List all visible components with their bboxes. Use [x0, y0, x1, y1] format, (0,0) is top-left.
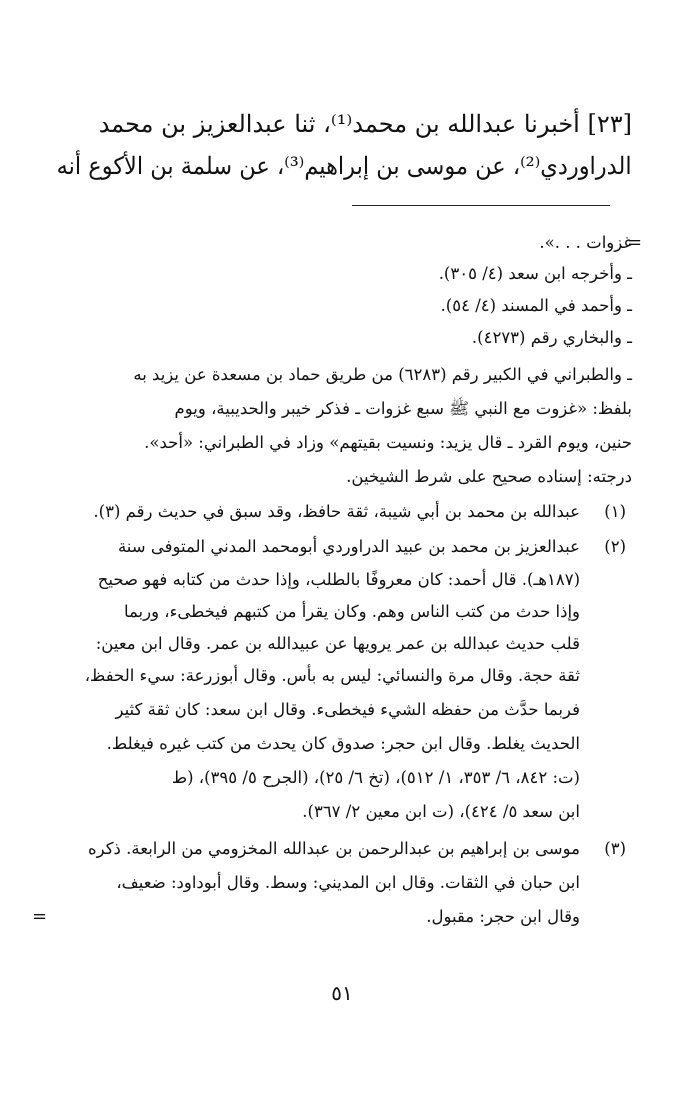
- continued-note-line: ـ والبخاري رقم (٤٢٧٣).: [471, 328, 632, 347]
- footnote-number: (٣): [604, 839, 626, 858]
- footnote-line: الحديث يغلط. وقال ابن حجر: صدوق كان يحدث من كتب غيره فيغلط.: [106, 734, 580, 753]
- hadith-heading-line-1: [٢٣] أخبرنا عبدالله بن محمد⁽¹⁾، ثنا عبدالعزيز بن محمد: [98, 110, 632, 138]
- footnote-line: وقال ابن حجر: مقبول.: [426, 907, 580, 926]
- continuation-mark-bottom: =: [32, 906, 48, 927]
- continued-note-line: ـ وأخرجه ابن سعد (٤/ ٣٠٥).: [438, 264, 632, 283]
- footnote-line: (١٨٧هـ). قال أحمد: كان معروفًا بالطلب، وإذا حدث من كتابه فهو صحيح: [97, 570, 580, 589]
- footnote-separator: [352, 205, 610, 206]
- footnote-line: عبدالله بن محمد بن أبي شيبة، ثقة حافظ، وقد سبق في حديث رقم (٣).: [93, 502, 580, 521]
- footnote-number: (١): [604, 502, 626, 521]
- footnote-number: (٢): [604, 537, 626, 556]
- footnote-line: قلب حديث عبدالله بن عمر يرويها عن عبيدالله بن عمر. وقال ابن معين:: [95, 634, 580, 653]
- continued-note-line: ـ وأحمد في المسند (٤/ ٥٤).: [440, 296, 632, 315]
- footnote-line: فربما حدَّث من حفظه الشيء فيخطىء. وقال ابن سعد: كان ثقة كثير: [115, 700, 580, 719]
- footnote-line: ابن سعد ٥/ ٤٢٤)، (ت ابن معين ٢/ ٣٦٧).: [302, 802, 580, 821]
- continued-note-line: ـ والطبراني في الكبير رقم (٦٢٨٣) من طريق حماد بن مسعدة عن يزيد به: [133, 365, 632, 384]
- footnote-line: ابن حبان في الثقات. وقال ابن المديني: وسط. وقال أبوداود: ضعيف،: [116, 873, 580, 892]
- page-number: ٥١: [331, 981, 353, 1005]
- continued-note-line: درجته: إسناده صحيح على شرط الشيخين.: [346, 467, 632, 486]
- footnote-line: موسى بن إبراهيم بن عبدالرحمن بن عبدالله المخزومي من الرابعة. ذكره: [87, 839, 580, 858]
- continued-note-line: حنين، ويوم القرد ـ قال يزيد: ونسيت بقيتهم» وزاد في الطبراني: «أحد».: [144, 433, 632, 452]
- footnote-line: (ت: ٨٤٢، ٦/ ٣٥٣، ١/ ٥١٢)، (تخ ٦/ ٢٥)، (الجرح ٥/ ٣٩٥)، (ط: [171, 768, 580, 787]
- hadith-heading-line-2: الدراوردي⁽²⁾، عن موسى بن إبراهيم⁽³⁾، عن سلمة بن الأكوع أنه: [57, 152, 632, 180]
- continued-note-line: بلفظ: «غزوت مع النبي ﷺ سبع غزوات ـ فذكر خيبر والحديبية، ويوم: [174, 399, 632, 418]
- footnote-line: عبدالعزيز بن محمد بن عبيد الدراوردي أبومحمد المدني المتوفى سنة: [117, 537, 580, 556]
- continuation-mark-top: =: [627, 232, 643, 253]
- footnote-line: وإذا حدث من كتب الناس وهم. وكان يقرأ من كتبهم فيخطىء، وربما: [123, 602, 580, 621]
- continued-note-line: غزوات . . .».: [539, 233, 632, 252]
- footnote-line: ثقة حجة. وقال مرة والنسائي: ليس به بأس. وقال أبوزرعة: سيء الحفظ،: [84, 666, 580, 685]
